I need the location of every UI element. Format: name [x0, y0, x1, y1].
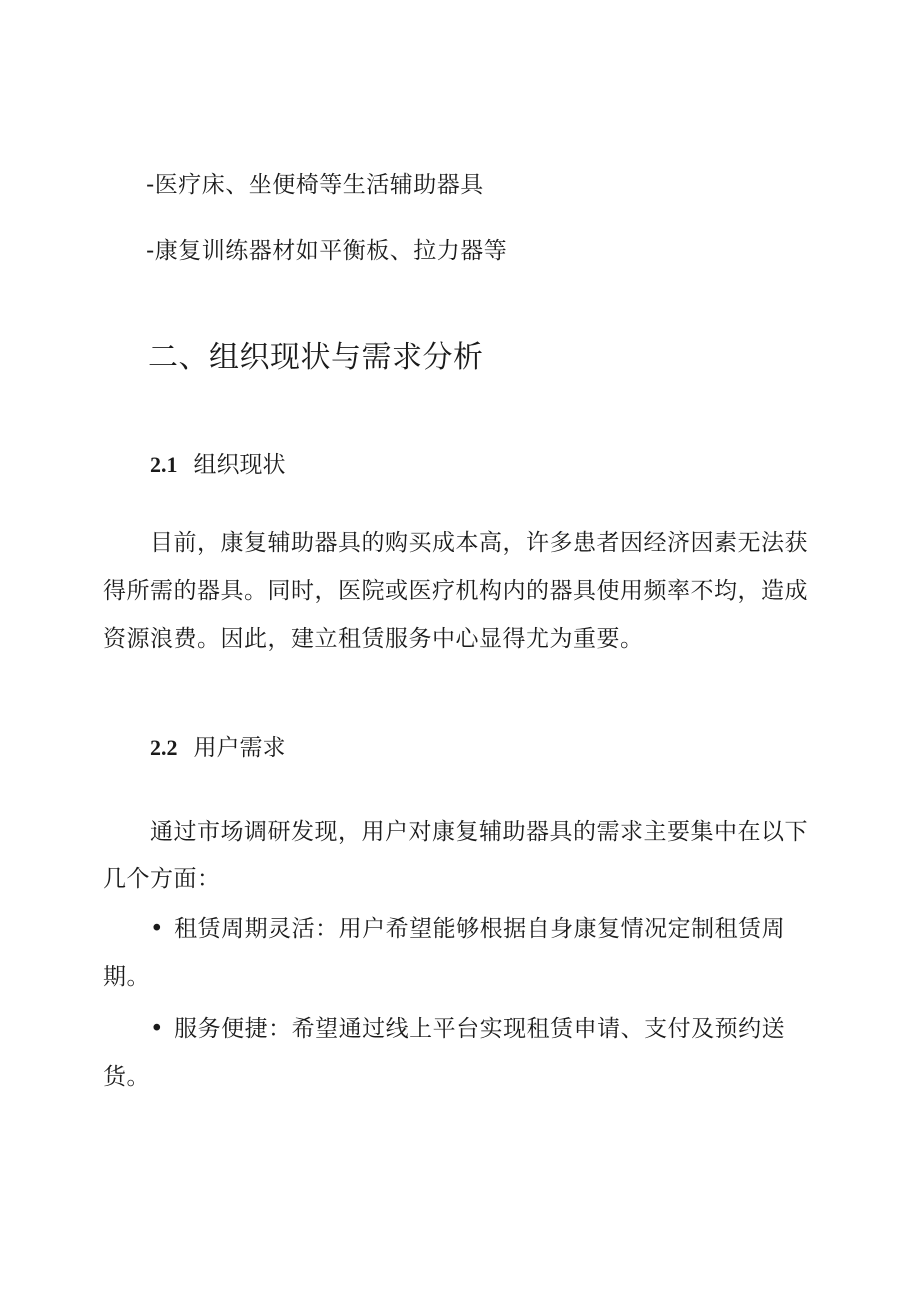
subsection-heading: [150, 733, 286, 763]
paragraph-line: 得所需的器具。同时，医院或医疗机构内的器具使用频率不均，造成: [103, 578, 808, 604]
bullet-continuation: 期。: [103, 964, 150, 990]
paragraph-line: 目前，康复辅助器具的购买成本高，许多患者因经济因素无法获: [150, 530, 808, 556]
subsection-title: 组织现状: [193, 452, 286, 478]
bullet-marker: •: [150, 1016, 165, 1042]
paragraph-line: 几个方面：: [103, 866, 221, 892]
bullet-text: 租赁周期灵活：用户希望能够根据自身康复情况定制租赁周: [174, 916, 786, 942]
bullet-item: [150, 914, 785, 944]
list-item: -康复训练器材如平衡板、拉力器等: [146, 238, 508, 264]
subsection-heading: [150, 450, 286, 480]
subsection-number: 2.1: [150, 452, 178, 477]
list-item: -医疗床、坐便椅等生活辅助器具: [146, 172, 484, 198]
paragraph-line: 资源浪费。因此，建立租赁服务中心显得尤为重要。: [103, 626, 644, 652]
bullet-continuation: 货。: [103, 1064, 150, 1090]
subsection-number: 2.2: [150, 735, 178, 760]
bullet-text: 服务便捷：希望通过线上平台实现租赁申请、支付及预约送: [174, 1016, 786, 1042]
subsection-title: 用户需求: [193, 735, 286, 761]
paragraph-line: 通过市场调研发现，用户对康复辅助器具的需求主要集中在以下: [150, 819, 808, 845]
section-title: 二、组织现状与需求分析: [148, 340, 484, 375]
bullet-item: [150, 1014, 785, 1044]
bullet-marker: •: [150, 916, 165, 942]
